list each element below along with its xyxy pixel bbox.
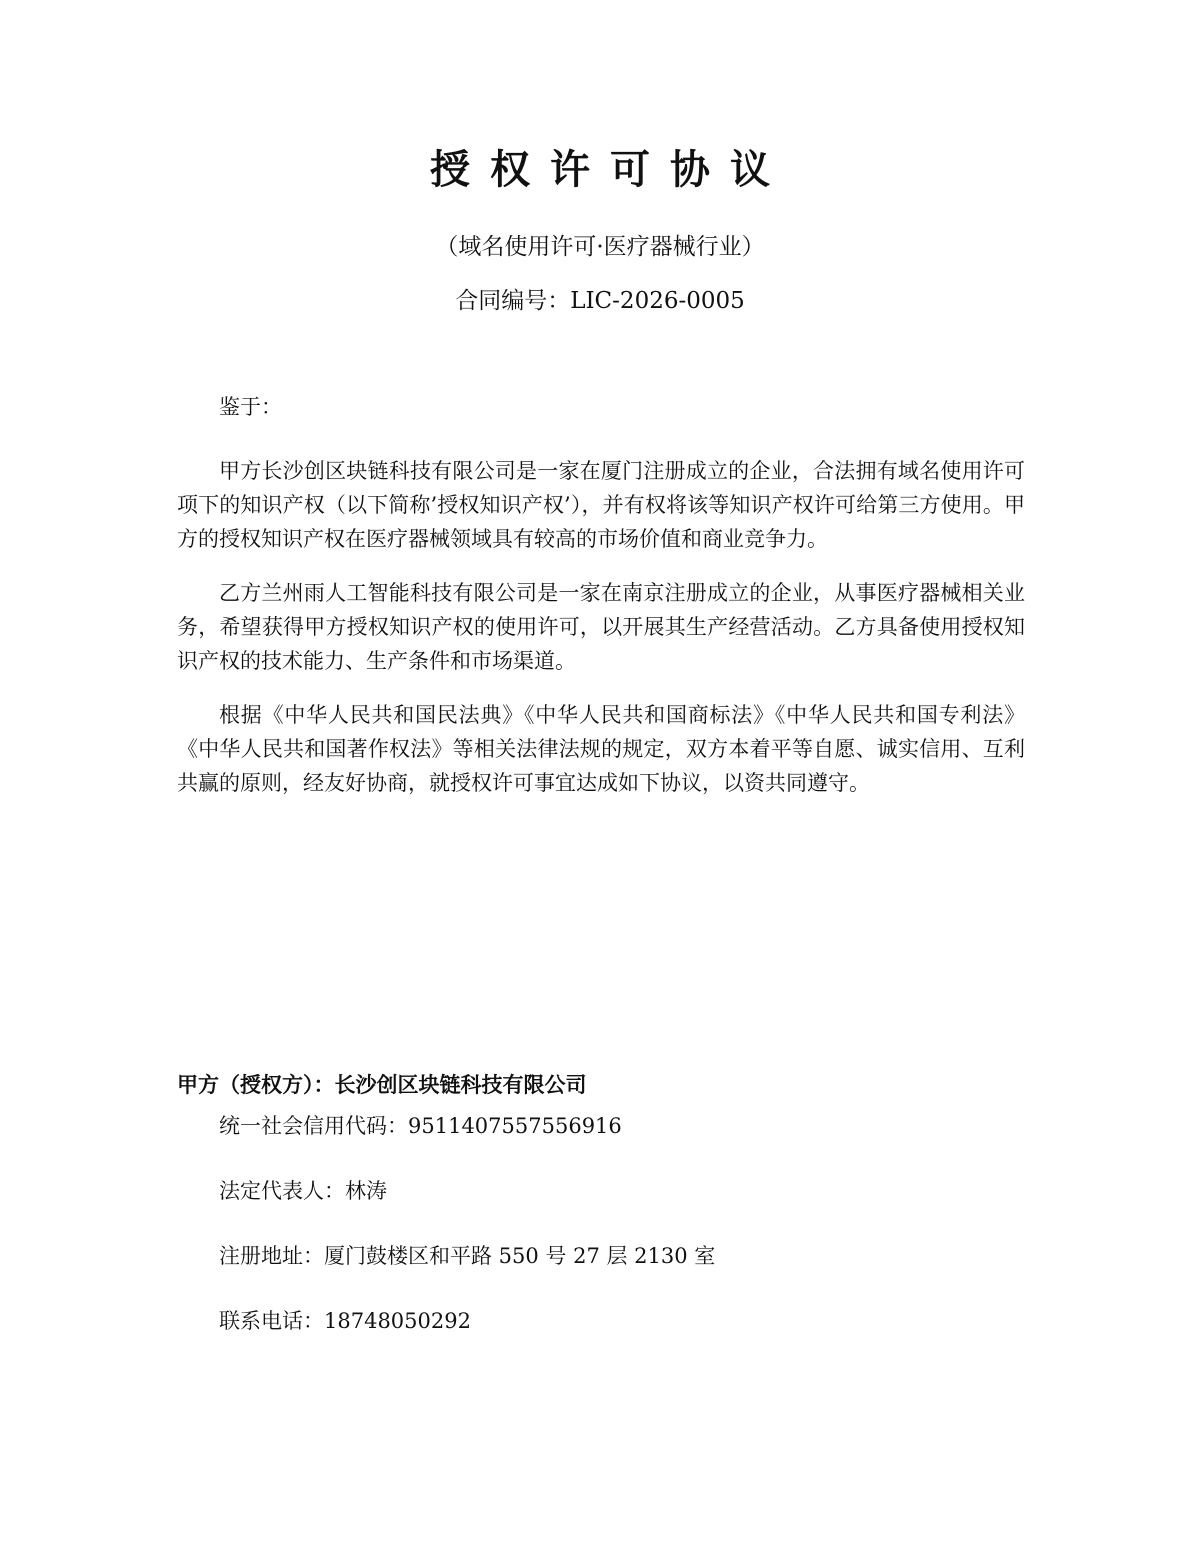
recital-paragraph-legal-basis: 根据《中华人民共和国民法典》《中华人民共和国商标法》《中华人民共和国专利法》《中华人民共和国著作权法》等相关法律法规的规定，双方本着平等自愿、诚实信用、互利共赢的原则，经友好协商，就授权许可事宜达成如下协议，以资共同遵守。 — [177, 703, 1025, 795]
recitals-heading: 鉴于： — [219, 395, 282, 419]
contract-number: 合同编号：LIC-2026-0005 — [455, 288, 745, 314]
recitals-section — [177, 390, 1025, 820]
party-a-phone: 联系电话：18748050292 — [219, 1309, 471, 1333]
party-a-legal-rep: 法定代表人：林涛 — [219, 1179, 387, 1203]
party-a-block — [177, 1068, 1025, 1338]
document-subtitle: （域名使用许可·医疗器械行业） — [435, 234, 765, 260]
document-title: 授权许可协议 — [430, 147, 790, 193]
recital-paragraph-party-b: 乙方兰州雨人工智能科技有限公司是一家在南京注册成立的企业，从事医疗器械相关业务，希望获得甲方授权知识产权的使用许可，以开展其生产经营活动。乙方具备使用授权知识产权的技术能力、生产条件和市场渠道。 — [177, 581, 1025, 673]
recital-paragraph-party-a: 甲方长沙创区块链科技有限公司是一家在厦门注册成立的企业，合法拥有域名使用许可项下的知识产权（以下简称’授权知识产权’），并有权将该等知识产权许可给第三方使用。甲方的授权知识产权在医疗器械领域具有较高的市场价值和商业竞争力。 — [177, 459, 1025, 551]
party-a-address: 注册地址：厦门鼓楼区和平路 550 号 27 层 2130 室 — [219, 1244, 716, 1268]
party-a-credit-code: 统一社会信用代码：9511407557556916 — [219, 1114, 622, 1138]
party-a-heading: 甲方（授权方）：长沙创区块链科技有限公司 — [177, 1073, 587, 1097]
